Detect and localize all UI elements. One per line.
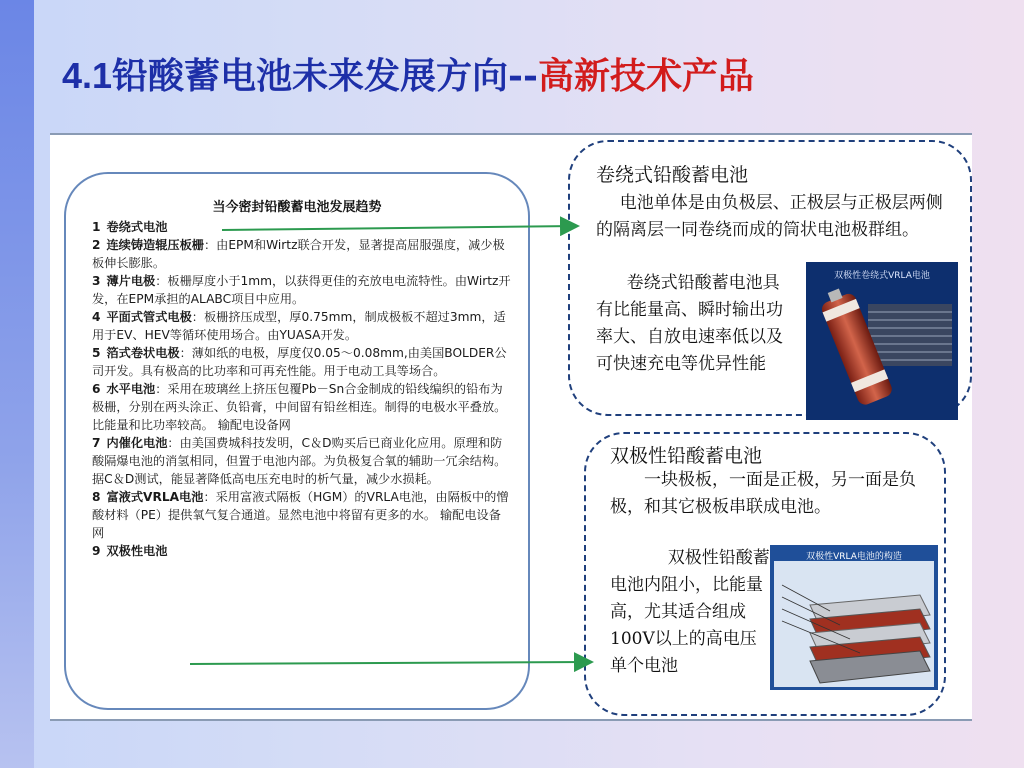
trend-name: 双极性电池 [106, 544, 168, 558]
slide-title [62, 48, 754, 99]
trend-name: 连续铸造辊压板栅 [106, 238, 204, 252]
bipolar-image-caption: 双极性VRLA电池的构造 [806, 552, 902, 562]
trend-num: 3 [92, 274, 101, 288]
slide-accent-bar [0, 0, 34, 768]
trends-list [92, 218, 512, 560]
spiral-image-caption: 双极性卷绕式VRLA电池 [834, 271, 930, 281]
trend-item [92, 218, 512, 236]
spiral-card-features: 卷绕式铅酸蓄电池具有比能量高、瞬时输出功率大、自放电速率低以及可快速充电等优异性能 [596, 273, 783, 374]
bipolar-card-description: 一块极板，一面是正极，另一面是负极，和其它极板串联成电池。 [610, 470, 916, 517]
trend-item [92, 488, 512, 542]
trend-num: 1 [92, 220, 101, 234]
trend-name: 内催化电池 [106, 436, 168, 450]
trend-item [92, 344, 512, 380]
trend-num: 2 [92, 238, 101, 252]
bipolar-battery-image [770, 545, 938, 690]
trend-desc: ：采用富液式隔板（HGM）的VRLA电池，由隔板中的憎酸材料（PE）提供氧气复合通道。显然电池中将留有更多的水。 输配电设备网 [92, 490, 509, 540]
spiral-card-description: 电池单体是由负极层、正极层与正极层两侧的隔离层一同卷绕而成的筒状电池极群组。 [596, 193, 943, 240]
trend-name: 水平电池 [106, 382, 156, 396]
trend-num: 5 [92, 346, 101, 360]
trend-desc: ：采用在玻璃丝上挤压包覆Pb－Sn合金制成的铅线编织的铅布为极栅，分别在两头涂正、负铅膏，中间留有铅丝相连。制得的电极水平叠放。比能量和比功率较高。 输配电设备网 [92, 382, 507, 432]
trend-desc: ：板栅挤压成型，厚0.75mm，制成极板不超过3mm，适用于EV、HEV等循环使用场合。由YUASA开发。 [92, 310, 506, 342]
bipolar-battery-illustration [770, 545, 938, 690]
trend-name: 平面式管式电极 [106, 310, 192, 324]
trend-desc: ：由EPM和Wirtz联合开发，显著提高屈服强度，减少极板伸长膨胀。 [92, 238, 505, 270]
trend-num: 8 [92, 490, 101, 504]
trend-desc: ：板栅厚度小于1mm，以获得更佳的充放电电流特性。由Wirtz开发，在EPM承担的ALABC项目中应用。 [92, 274, 511, 306]
trend-name: 薄片电极 [106, 274, 156, 288]
trend-name: 卷绕式电池 [106, 220, 168, 234]
trend-item [92, 272, 512, 308]
trend-desc: ：薄如纸的电极，厚度仅0.05～0.08mm,由美国BOLDER公司开发。具有极高的比功率和可再充性能。用于电动工具等场合。 [92, 346, 507, 378]
bipolar-card-title: 双极性铅酸蓄电池 [610, 445, 763, 467]
trend-name: 箔式卷状电极 [106, 346, 180, 360]
trend-num: 7 [92, 436, 101, 450]
trends-heading: 当今密封铅酸蓄电池发展趋势 [212, 200, 382, 215]
spiral-battery-illustration [806, 262, 958, 420]
trend-item [92, 380, 512, 434]
trend-num: 9 [92, 544, 101, 558]
bipolar-card-features: 双极性铅酸蓄电池内阻小，比能量高，尤其适合组成100V以上的高电压单个电池 [610, 548, 770, 676]
trend-num: 6 [92, 382, 101, 396]
title-highlight: 高新技术产品 [537, 55, 754, 97]
trend-item [92, 434, 512, 488]
trend-num: 4 [92, 310, 101, 324]
spiral-card-title: 卷绕式铅酸蓄电池 [596, 164, 749, 186]
trend-item [92, 308, 512, 344]
spiral-battery-image [806, 262, 958, 420]
trend-item [92, 542, 512, 560]
title-prefix: 4.1 [62, 55, 113, 96]
trends-box [64, 172, 530, 710]
trend-item [92, 236, 512, 272]
trend-desc: ：由美国费城科技发明，C＆D购买后已商业化应用。原理和防酸隔爆电池的消氢相同，但置于电池内部。为负极复合氧的辅助一冗余结构。据C＆D测试，能显著降低高电压充电时的析气量，减少水损耗。 [92, 436, 507, 486]
trend-name: 富液式VRLA电池 [106, 490, 204, 504]
title-main: 铅酸蓄电池未来发展方向-- [112, 55, 538, 97]
